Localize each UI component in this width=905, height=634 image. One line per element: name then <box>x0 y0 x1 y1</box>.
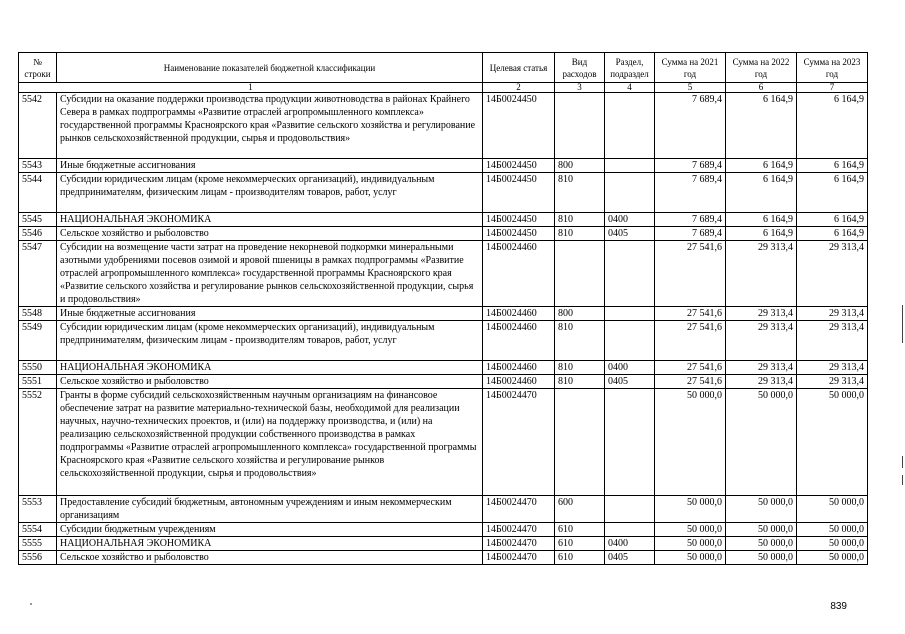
column-number: 7 <box>797 83 868 93</box>
row-number-cell: 5553 <box>19 496 57 523</box>
sum-2022-cell: 50 000,0 <box>726 389 797 496</box>
section-cell <box>605 321 655 361</box>
section-cell <box>605 523 655 537</box>
target-article-cell: 14Б0024470 <box>483 537 555 551</box>
sum-2022-cell: 6 164,9 <box>726 159 797 173</box>
header-code: Целевая статья <box>483 53 555 83</box>
sum-2021-cell: 7 689,4 <box>655 93 726 159</box>
indicator-name-cell: Гранты в форме субсидий сельскохозяйственным научным организациям на финансовое обеспечение затрат на развитие материально-технической базы, необходимой для реализации научных, научно-технических проектов, и (или) на поддержку производства, и (или) на реализацию сельскохозяйственной продукции собственного производства в рамках подпрограммы «Развитие отраслей агропромышленного комплекса» государственной программы Красноярского края «Развитие сельского хозяйства и регулирование рынков сельскохозяйственной продукции, сырья и продовольствия» <box>57 389 483 496</box>
target-article-cell: 14Б0024450 <box>483 227 555 241</box>
row-number-cell: 5545 <box>19 213 57 227</box>
indicator-name-cell: Субсидии бюджетным учреждениям <box>57 523 483 537</box>
expense-type-cell: 610 <box>555 523 605 537</box>
expense-type-cell <box>555 241 605 307</box>
target-article-cell: 14Б0024460 <box>483 321 555 361</box>
row-number-cell: 5555 <box>19 537 57 551</box>
row-number-cell: 5554 <box>19 523 57 537</box>
expense-type-cell: 810 <box>555 227 605 241</box>
row-number-cell: 5543 <box>19 159 57 173</box>
indicator-name-cell: НАЦИОНАЛЬНАЯ ЭКОНОМИКА <box>57 537 483 551</box>
table-row <box>19 173 868 213</box>
budget-table <box>18 52 868 565</box>
sum-2023-cell: 29 313,4 <box>797 307 868 321</box>
target-article-cell: 14Б0024460 <box>483 361 555 375</box>
column-number: 2 <box>483 83 555 93</box>
indicator-name-cell: Субсидии на возмещение части затрат на проведение некорневой подкормки минеральными азотными удобрениями посевов озимой и яровой пшеницы в рамках подпрограммы «Развитие отраслей агропромышленного комплекса» государственной программы Красноярского края «Развитие сельского хозяйства и регулирование рынков сельскохозяйственной продукции, сырья и продовольствия» <box>57 241 483 307</box>
header-razdel: Раздел, подраздел <box>605 53 655 83</box>
indicator-name-cell: Субсидии на оказание поддержки производства продукции животноводства в районах Крайнего Севера в рамках подпрограммы «Развитие отраслей агропромышленного комплекса» государственной программы Красноярского края «Развитие сельского хозяйства и регулирование рынков сельскохозяйственной продукции, сырья и продовольствия» <box>57 93 483 159</box>
sum-2021-cell: 50 000,0 <box>655 389 726 496</box>
expense-type-cell: 600 <box>555 496 605 523</box>
row-number-cell: 5550 <box>19 361 57 375</box>
indicator-name-cell: Субсидии юридическим лицам (кроме некоммерческих организаций), индивидуальным предпринимателям, физическим лицам - производителям товаров, работ, услуг <box>57 173 483 213</box>
sum-2023-cell: 6 164,9 <box>797 213 868 227</box>
sum-2022-cell: 29 313,4 <box>726 307 797 321</box>
sum-2021-cell: 27 541,6 <box>655 307 726 321</box>
sum-2021-cell: 50 000,0 <box>655 537 726 551</box>
section-cell: 0405 <box>605 375 655 389</box>
expense-type-cell: 610 <box>555 551 605 565</box>
expense-type-cell: 800 <box>555 159 605 173</box>
sum-2022-cell: 29 313,4 <box>726 375 797 389</box>
sum-2023-cell: 6 164,9 <box>797 159 868 173</box>
header-row <box>19 53 868 83</box>
table-row <box>19 361 868 375</box>
sum-2022-cell: 6 164,9 <box>726 213 797 227</box>
row-number-cell: 5544 <box>19 173 57 213</box>
section-cell: 0400 <box>605 361 655 375</box>
target-article-cell: 14Б0024450 <box>483 159 555 173</box>
sum-2021-cell: 50 000,0 <box>655 523 726 537</box>
scan-edge-mark <box>902 305 903 343</box>
target-article-cell: 14Б0024460 <box>483 375 555 389</box>
indicator-name-cell: Сельское хозяйство и рыболовство <box>57 227 483 241</box>
indicator-name-cell: Сельское хозяйство и рыболовство <box>57 551 483 565</box>
sum-2021-cell: 27 541,6 <box>655 361 726 375</box>
sum-2022-cell: 29 313,4 <box>726 361 797 375</box>
scan-edge-mark <box>902 475 903 485</box>
section-cell <box>605 93 655 159</box>
expense-type-cell: 610 <box>555 537 605 551</box>
sum-2022-cell: 50 000,0 <box>726 523 797 537</box>
column-number: 1 <box>19 83 483 93</box>
header-sum-2022: Сумма на 2022 год <box>726 53 797 83</box>
sum-2023-cell: 29 313,4 <box>797 361 868 375</box>
table-row <box>19 389 868 496</box>
sum-2023-cell: 29 313,4 <box>797 241 868 307</box>
indicator-name-cell: Иные бюджетные ассигнования <box>57 307 483 321</box>
expense-type-cell: 810 <box>555 321 605 361</box>
header-row-no: № строки <box>19 53 57 83</box>
expense-type-cell: 810 <box>555 361 605 375</box>
indicator-name-cell: Сельское хозяйство и рыболовство <box>57 375 483 389</box>
column-number: 3 <box>555 83 605 93</box>
table-row <box>19 159 868 173</box>
sum-2023-cell: 50 000,0 <box>797 537 868 551</box>
row-number-cell: 5549 <box>19 321 57 361</box>
target-article-cell: 14Б0024460 <box>483 241 555 307</box>
section-cell: 0405 <box>605 227 655 241</box>
column-number-row <box>19 83 868 93</box>
section-cell: 0405 <box>605 551 655 565</box>
expense-type-cell: 810 <box>555 213 605 227</box>
sum-2022-cell: 50 000,0 <box>726 551 797 565</box>
indicator-name-cell: Иные бюджетные ассигнования <box>57 159 483 173</box>
sum-2023-cell: 29 313,4 <box>797 321 868 361</box>
sum-2023-cell: 6 164,9 <box>797 173 868 213</box>
section-cell <box>605 389 655 496</box>
row-number-cell: 5556 <box>19 551 57 565</box>
table-row <box>19 496 868 523</box>
header-sum-2023: Сумма на 2023 год <box>797 53 868 83</box>
expense-type-cell: 800 <box>555 307 605 321</box>
sum-2022-cell: 50 000,0 <box>726 537 797 551</box>
target-article-cell: 14Б0024450 <box>483 213 555 227</box>
column-number: 4 <box>605 83 655 93</box>
header-name: Наименование показателей бюджетной классификации <box>57 53 483 83</box>
section-cell <box>605 241 655 307</box>
sum-2022-cell: 6 164,9 <box>726 173 797 213</box>
sum-2022-cell: 29 313,4 <box>726 321 797 361</box>
table-row <box>19 375 868 389</box>
indicator-name-cell: Предоставление субсидий бюджетным, автономным учреждениям и иным некоммерческим организациям <box>57 496 483 523</box>
sum-2023-cell: 29 313,4 <box>797 375 868 389</box>
sum-2023-cell: 50 000,0 <box>797 551 868 565</box>
row-number-cell: 5547 <box>19 241 57 307</box>
expense-type-cell <box>555 93 605 159</box>
table-row <box>19 93 868 159</box>
sum-2023-cell: 50 000,0 <box>797 523 868 537</box>
row-number-cell: 5546 <box>19 227 57 241</box>
sum-2021-cell: 27 541,6 <box>655 241 726 307</box>
scan-dot <box>30 603 32 605</box>
table-row <box>19 321 868 361</box>
table-row <box>19 227 868 241</box>
table-row <box>19 213 868 227</box>
sum-2023-cell: 50 000,0 <box>797 496 868 523</box>
indicator-name-cell: Субсидии юридическим лицам (кроме некоммерческих организаций), индивидуальным предпринимателям, физическим лицам - производителям товаров, работ, услуг <box>57 321 483 361</box>
sum-2021-cell: 27 541,6 <box>655 375 726 389</box>
column-number: 6 <box>726 83 797 93</box>
target-article-cell: 14Б0024470 <box>483 523 555 537</box>
sum-2022-cell: 6 164,9 <box>726 93 797 159</box>
sum-2021-cell: 7 689,4 <box>655 159 726 173</box>
sum-2021-cell: 7 689,4 <box>655 173 726 213</box>
table-row <box>19 537 868 551</box>
expense-type-cell: 810 <box>555 375 605 389</box>
section-cell <box>605 496 655 523</box>
row-number-cell: 5542 <box>19 93 57 159</box>
row-number-cell: 5552 <box>19 389 57 496</box>
table-row <box>19 523 868 537</box>
page-number: 839 <box>830 601 847 612</box>
row-number-cell: 5551 <box>19 375 57 389</box>
target-article-cell: 14Б0024450 <box>483 173 555 213</box>
sum-2021-cell: 27 541,6 <box>655 321 726 361</box>
target-article-cell: 14Б0024460 <box>483 307 555 321</box>
table-row <box>19 241 868 307</box>
sum-2023-cell: 50 000,0 <box>797 389 868 496</box>
indicator-name-cell: НАЦИОНАЛЬНАЯ ЭКОНОМИКА <box>57 213 483 227</box>
sum-2022-cell: 29 313,4 <box>726 241 797 307</box>
target-article-cell: 14Б0024470 <box>483 496 555 523</box>
section-cell: 0400 <box>605 537 655 551</box>
sum-2023-cell: 6 164,9 <box>797 93 868 159</box>
sum-2021-cell: 50 000,0 <box>655 551 726 565</box>
section-cell <box>605 159 655 173</box>
target-article-cell: 14Б0024470 <box>483 551 555 565</box>
sum-2022-cell: 50 000,0 <box>726 496 797 523</box>
sum-2021-cell: 7 689,4 <box>655 213 726 227</box>
section-cell <box>605 307 655 321</box>
target-article-cell: 14Б0024450 <box>483 93 555 159</box>
indicator-name-cell: НАЦИОНАЛЬНАЯ ЭКОНОМИКА <box>57 361 483 375</box>
section-cell: 0400 <box>605 213 655 227</box>
table-row <box>19 307 868 321</box>
table-row <box>19 551 868 565</box>
expense-type-cell <box>555 389 605 496</box>
expense-type-cell: 810 <box>555 173 605 213</box>
section-cell <box>605 173 655 213</box>
sum-2023-cell: 6 164,9 <box>797 227 868 241</box>
header-sum-2021: Сумма на 2021 год <box>655 53 726 83</box>
scan-edge-mark <box>902 456 903 468</box>
row-number-cell: 5548 <box>19 307 57 321</box>
sum-2022-cell: 6 164,9 <box>726 227 797 241</box>
sum-2021-cell: 7 689,4 <box>655 227 726 241</box>
header-vid: Вид расходов <box>555 53 605 83</box>
column-number: 5 <box>655 83 726 93</box>
sum-2021-cell: 50 000,0 <box>655 496 726 523</box>
target-article-cell: 14Б0024470 <box>483 389 555 496</box>
